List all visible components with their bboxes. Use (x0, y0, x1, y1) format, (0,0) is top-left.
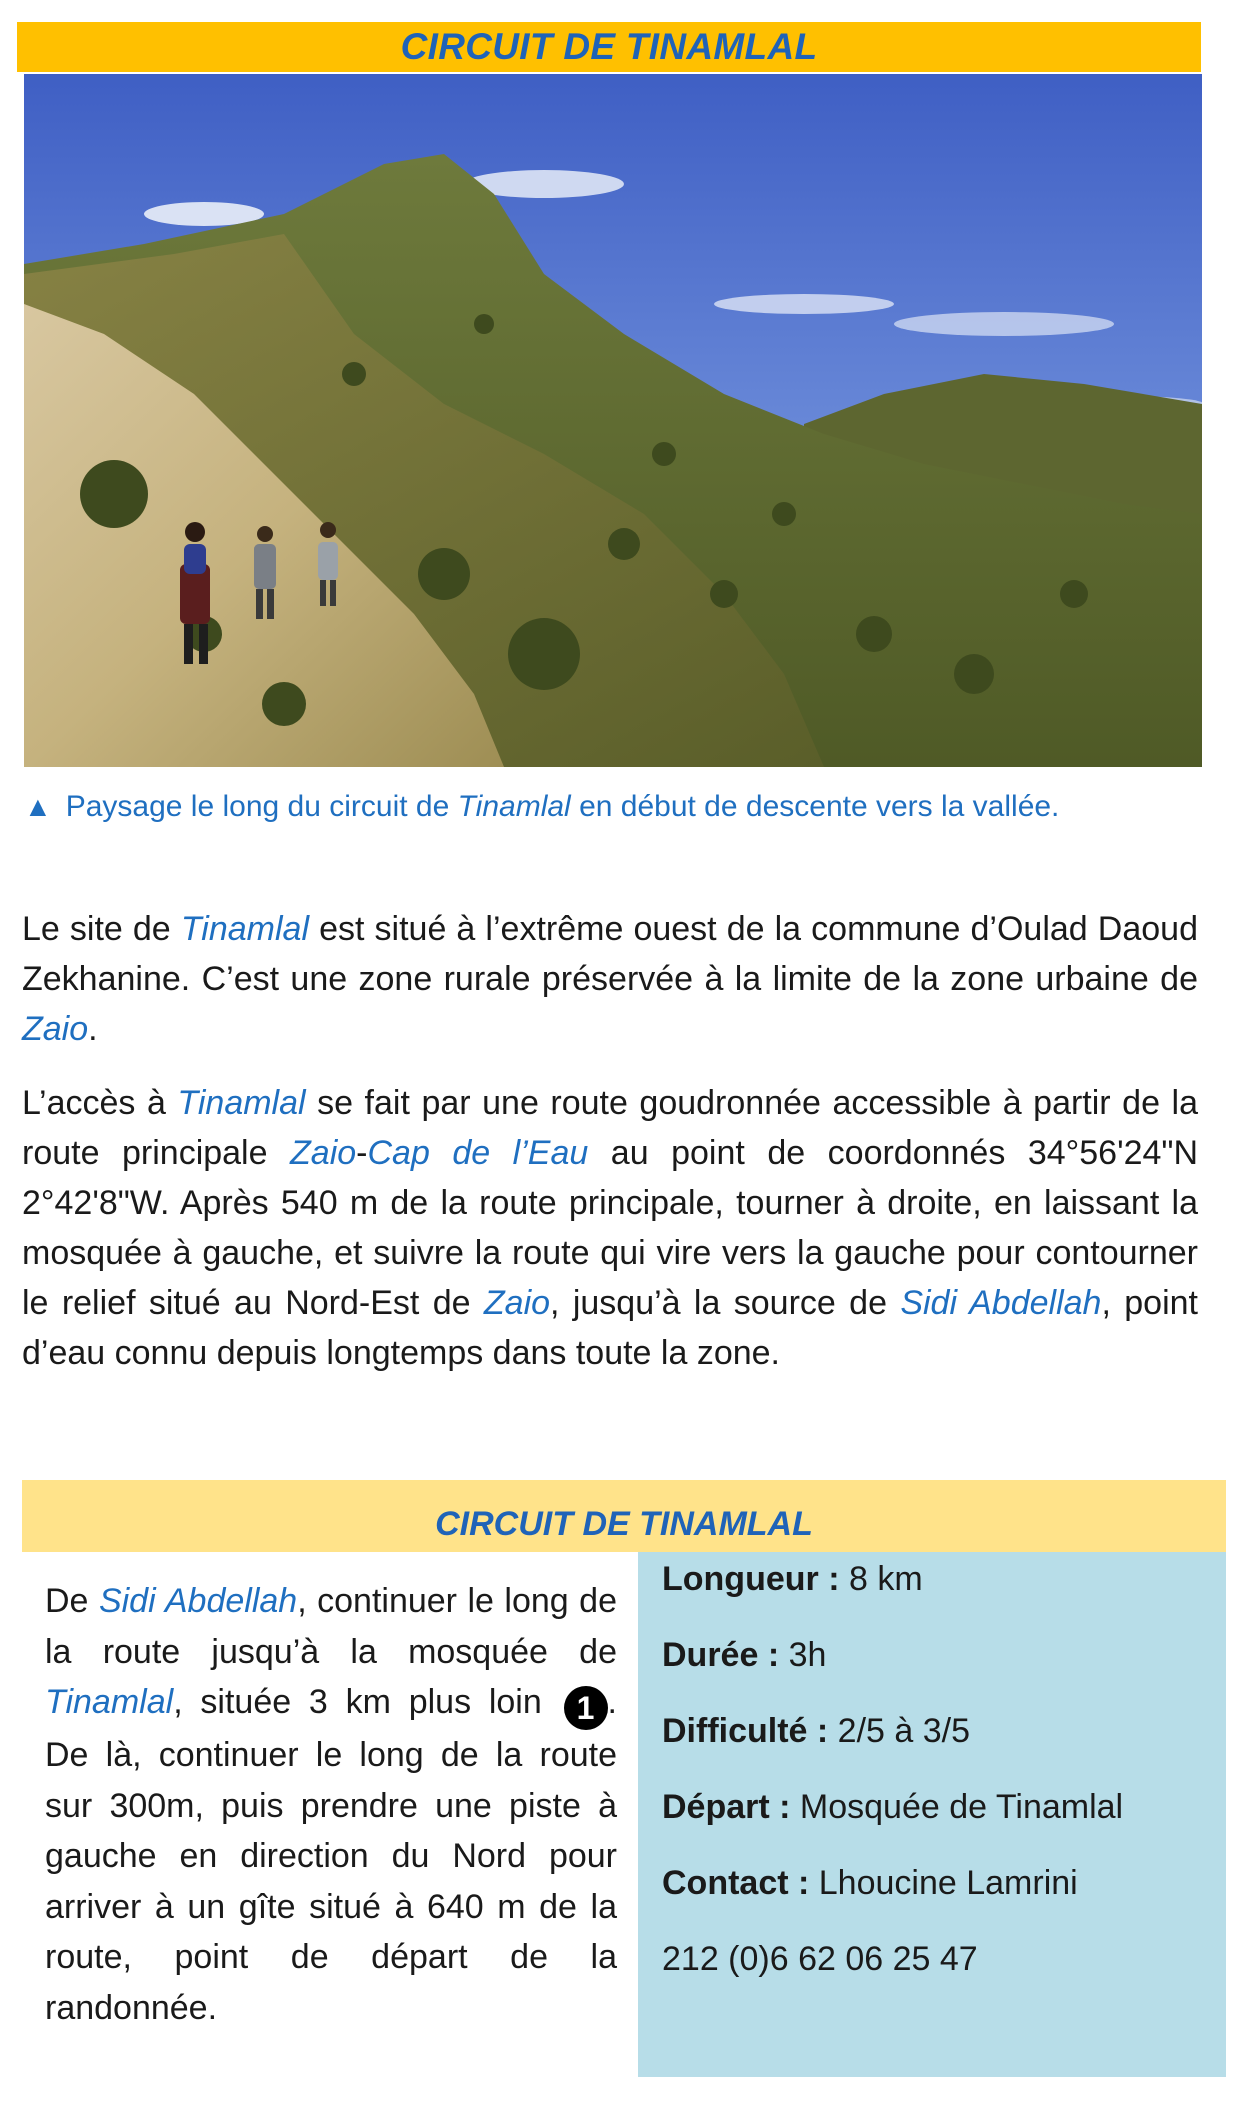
place-name: Zaio (290, 1134, 357, 1172)
caption-text-before: Paysage le long du circuit de (65, 790, 458, 823)
text-segment: . De là, continuer le long de la route sur 300m, puis prendre une piste à gauche en direction du Nord pour arriver à un gîte situé à 640 m de la route, point de départ de la randonnée. (45, 1683, 617, 2027)
place-name: Tinamlal (180, 910, 309, 948)
text-segment: L’accès à (22, 1084, 178, 1122)
info-value: Mosquée de Tinamlal (790, 1788, 1124, 1826)
text-segment: au point de coordonnés 34°56'24"N 2°42'8"W. Après 540 m de la route principale, tourner à droite, en laissant la mosquée à gauche, et suivre la route qui vire vers la gauche pour contourner le relief situé au Nord-Est de (22, 1134, 1199, 1322)
triangle-up-icon: ▲ (24, 791, 52, 822)
place-name: Sidi Abdellah (98, 1582, 298, 1620)
text-segment: se fait par une route goudronnée accessible à partir de la route principale (22, 1084, 1198, 1172)
info-phone (662, 1940, 978, 1979)
text-segment: est situé à l’extrême ouest de la commune d’Oulad Daoud Zekhanine. C’est une zone rurale préservée à la limite de la zone urbaine de (22, 910, 1198, 998)
info-value: 8 km (839, 1560, 923, 1598)
place-name: Cap de l’Eau (367, 1134, 589, 1172)
text-segment: - (356, 1134, 368, 1172)
info-difficulty (662, 1712, 970, 1751)
intro-paragraph-1 (22, 904, 1198, 1054)
text-segment: , jusqu’à la source de (550, 1284, 901, 1322)
text-segment: Le site de (22, 910, 181, 948)
photo-caption (24, 790, 1204, 824)
phone-number: 212 (0)6 62 06 25 47 (662, 1940, 978, 1978)
info-duration (662, 1636, 826, 1675)
place-name: Zaio (483, 1284, 551, 1322)
caption-text-after: en début de descente vers la vallée. (570, 790, 1060, 823)
landscape-photo-hikers (24, 74, 1202, 767)
text-segment: , située 3 km plus loin (173, 1683, 560, 1721)
info-label: Contact : (662, 1864, 810, 1902)
place-name: Tinamlal (45, 1683, 174, 1721)
text-segment: De (45, 1582, 99, 1620)
info-length (662, 1560, 923, 1599)
landscape-photo (24, 74, 1202, 767)
info-label: Départ : (662, 1788, 791, 1826)
place-name: Tinamlal (177, 1084, 306, 1122)
info-value: Lhoucine Lamrini (809, 1864, 1078, 1902)
info-value: 2/5 à 3/5 (828, 1712, 970, 1750)
info-contact (662, 1864, 1078, 1903)
place-name: Zaio (22, 1010, 89, 1048)
route-header (22, 1480, 1226, 1552)
caption-place: Tinamlal (457, 790, 571, 823)
info-label: Durée : (662, 1636, 780, 1674)
info-label: Difficulté : (662, 1712, 829, 1750)
text-segment: , continuer le long de la route jusqu’à la mosquée de (45, 1582, 617, 1671)
intro-paragraph-2 (22, 1078, 1198, 1378)
route-description (45, 1576, 617, 2033)
place-name: Sidi Abdellah (900, 1284, 1102, 1322)
text-segment: , point d’eau connu depuis longtemps dans toute la zone. (22, 1284, 1198, 1372)
info-label: Longueur : (662, 1560, 840, 1598)
page-title-bar (17, 22, 1201, 72)
info-value: 3h (779, 1636, 827, 1674)
route-info-panel (638, 1552, 1226, 2077)
route-header-title: CIRCUIT DE TINAMLAL (435, 1505, 813, 1543)
info-start (662, 1788, 1123, 1827)
page-title: CIRCUIT DE TINAMLAL (400, 26, 818, 67)
step-number-badge: 1 (564, 1686, 608, 1730)
text-segment: . (88, 1010, 98, 1048)
